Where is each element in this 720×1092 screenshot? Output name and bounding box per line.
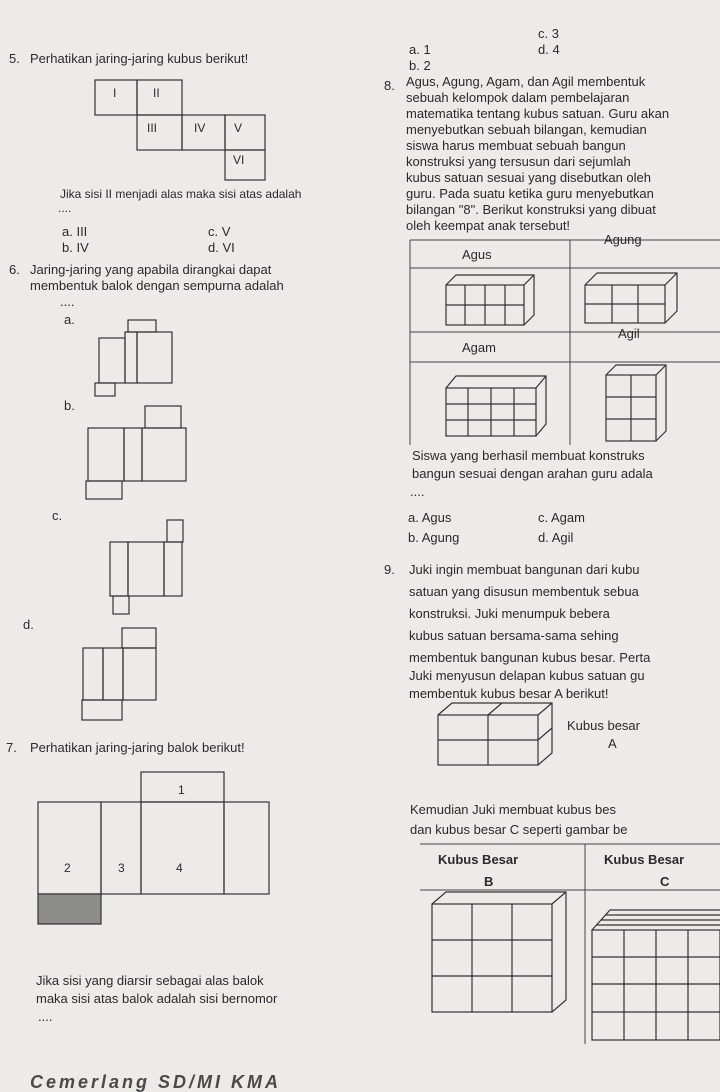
cube-b-drawing xyxy=(432,892,566,1012)
prev-option-d[interactable]: d. 4 xyxy=(538,42,560,57)
q9-cubes-table xyxy=(420,844,720,1044)
q7-face-label: 2 xyxy=(64,861,71,875)
q5-question: Jika sisi II menjadi alas maka sisi atas adalah xyxy=(60,187,302,201)
q8-line: menyebutkan sebuah bilangan, kemudian xyxy=(406,122,647,137)
q9-line: membentuk kubus besar A berikut! xyxy=(409,686,609,701)
q5-blank: .... xyxy=(58,201,72,215)
q8-construction-table xyxy=(410,240,720,445)
q6-option-c-letter[interactable]: c. xyxy=(52,508,63,523)
q5-option-a[interactable]: a. III xyxy=(62,224,88,239)
q9-after-line-1: Kemudian Juki membuat kubus bes xyxy=(410,802,616,817)
q8-name-agus: Agus xyxy=(462,247,492,262)
q6-net-c xyxy=(78,518,188,618)
q5-face-label: I xyxy=(113,86,117,100)
q6-net-a xyxy=(95,318,185,403)
q9-header-c-1: Kubus Besar xyxy=(604,852,685,867)
q8-option-b[interactable]: b. Agung xyxy=(408,530,460,545)
q9-header-b-1: Kubus Besar xyxy=(438,852,519,867)
q7-face-label: 3 xyxy=(118,861,125,875)
q9-header-c-2: C xyxy=(660,874,670,889)
q8-line: konstruksi yang tersusun dari sejumlah xyxy=(406,154,631,169)
q8-after-line-1: Siswa yang berhasil membuat konstruks xyxy=(412,448,645,463)
q9-line: satuan yang disusun membentuk sebua xyxy=(409,584,639,599)
q6-net-d xyxy=(78,623,188,723)
q5-text: Perhatikan jaring-jaring kubus berikut! xyxy=(30,51,249,66)
q6-blank: .... xyxy=(60,294,75,309)
q8-name-agung: Agung xyxy=(604,232,642,247)
cube-c-drawing xyxy=(592,910,720,1040)
q6-option-b-letter[interactable]: b. xyxy=(64,398,75,413)
q8-line: oleh keempat anak tersebut! xyxy=(406,218,571,233)
q5-option-d[interactable]: d. VI xyxy=(208,240,235,255)
q7-line-1: Jika sisi yang diarsir sebagai alas balok xyxy=(36,973,264,988)
q8-line: guru. Pada suatu ketika guru menyebutkan xyxy=(406,186,654,201)
cube-a-label-2: A xyxy=(608,736,617,751)
q5-option-c[interactable]: c. V xyxy=(208,224,231,239)
q9-header-b-2: B xyxy=(484,874,494,889)
q8-name-agam: Agam xyxy=(462,340,496,355)
q7-text: Perhatikan jaring-jaring balok berikut! xyxy=(30,740,245,755)
agil-cubes xyxy=(606,365,666,441)
q5-cube-net xyxy=(90,75,270,185)
q6-line-1: Jaring-jaring yang apabila dirangkai dapat xyxy=(30,262,272,277)
q6-option-d-letter[interactable]: d. xyxy=(23,617,34,632)
q8-line: sebuah kelompok dalam pembelajaran xyxy=(406,90,630,105)
cube-a-label-1: Kubus besar xyxy=(567,718,640,733)
q7-box-net xyxy=(36,770,276,960)
q8-after-line-2: bangun sesuai dengan arahan guru adala xyxy=(412,466,653,481)
q8-line: kubus satuan sesuai yang disebutkan oleh xyxy=(406,170,652,185)
q9-line: membentuk bangunan kubus besar. Perta xyxy=(409,650,651,665)
q8-option-d[interactable]: d. Agil xyxy=(538,530,574,545)
q5-face-label: V xyxy=(234,121,243,135)
footer-book-title: Cemerlang SD/MI KMA xyxy=(30,1072,282,1092)
q9-after-line-2: dan kubus besar C seperti gambar be xyxy=(410,822,628,837)
q7-face-label: 1 xyxy=(178,783,185,797)
q9-line: Juki menyusun delapan kubus satuan gu xyxy=(409,668,645,683)
q9-line: konstruksi. Juki menumpuk bebera xyxy=(409,606,610,621)
q5-face-label: VI xyxy=(233,153,245,167)
q8-name-agil: Agil xyxy=(618,326,640,341)
shaded-base-face xyxy=(38,894,101,924)
q6-net-b xyxy=(83,403,193,503)
q8-option-c[interactable]: c. Agam xyxy=(538,510,585,525)
q6-option-a-letter[interactable]: a. xyxy=(64,312,75,327)
q8-line: siswa harus membuat sebuah bangun xyxy=(406,138,626,153)
q7-line-2: maka sisi atas balok adalah sisi bernomor xyxy=(36,991,278,1006)
prev-option-a[interactable]: a. 1 xyxy=(409,42,431,57)
agung-cubes xyxy=(585,273,677,323)
cube-a-drawing xyxy=(430,700,560,770)
q5-option-b[interactable]: b. IV xyxy=(62,240,89,255)
prev-option-c[interactable]: c. 3 xyxy=(538,26,559,41)
q8-line: matematika tentang kubus satuan. Guru akan xyxy=(406,106,670,121)
q5-number: 5. xyxy=(9,51,20,66)
q5-face-label: II xyxy=(153,86,160,100)
agus-cubes xyxy=(446,275,534,325)
q8-number: 8. xyxy=(384,78,395,93)
q8-option-a[interactable]: a. Agus xyxy=(408,510,452,525)
q5-face-label: III xyxy=(147,121,158,135)
q9-number: 9. xyxy=(384,562,395,577)
q9-line: Juki ingin membuat bangunan dari kubu xyxy=(409,562,640,577)
q8-line: bilangan "8". Berikut konstruksi yang dibuat xyxy=(406,202,656,217)
q7-number: 7. xyxy=(6,740,17,755)
q8-line: Agus, Agung, Agam, dan Agil membentuk xyxy=(406,74,646,89)
q6-line-2: membentuk balok dengan sempurna adalah xyxy=(30,278,284,293)
q7-face-label: 4 xyxy=(176,861,183,875)
q5-face-label: IV xyxy=(194,121,206,135)
agam-cubes xyxy=(446,376,546,436)
q8-blank: .... xyxy=(410,484,425,499)
q9-line: kubus satuan bersama-sama sehing xyxy=(409,628,619,643)
q6-number: 6. xyxy=(9,262,20,277)
prev-option-b[interactable]: b. 2 xyxy=(409,58,431,73)
q7-blank: .... xyxy=(38,1009,53,1024)
